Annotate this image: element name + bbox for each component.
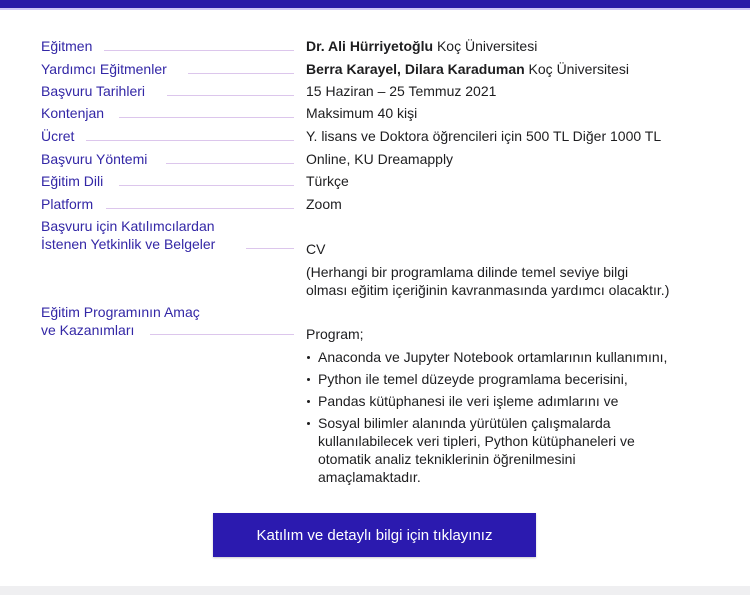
requirements-label-line2: İstenen Yetkinlik ve Belgeler xyxy=(41,236,216,252)
program-value xyxy=(306,325,667,490)
row-value xyxy=(306,37,537,55)
bullet-line: kullanılabilecek veri tipleri, Python kütüphaneleri ve xyxy=(318,433,635,449)
row-label: Yardımcı Eğitmenler xyxy=(41,61,167,77)
program-bullet: Anaconda ve Jupyter Notebook ortamlarının kullanımını, xyxy=(306,348,667,366)
leader-line xyxy=(106,208,294,209)
row-value: Türkçe xyxy=(306,173,349,189)
program-bullet-last xyxy=(306,414,667,486)
leader-line xyxy=(104,50,294,51)
row-label: Kontenjan xyxy=(41,105,105,121)
value-text: Koç Üniversitesi xyxy=(433,38,538,54)
leader-line xyxy=(119,185,294,186)
row-value: Online, KU Dreamapply xyxy=(306,151,454,167)
leader-line xyxy=(86,140,294,141)
requirements-value xyxy=(306,240,669,299)
program-bullet-list xyxy=(306,348,667,486)
leader-line xyxy=(150,334,294,335)
leader-line xyxy=(246,248,294,249)
program-intro: Program; xyxy=(306,326,364,342)
program-label-line2: ve Kazanımları xyxy=(41,322,135,338)
row-value: Zoom xyxy=(306,196,342,212)
bullet-line: amaçlamaktadır. xyxy=(318,469,421,485)
top-accent-bar xyxy=(0,0,750,10)
leader-line xyxy=(167,95,294,96)
bullet-line: Sosyal bilimler alanında yürütülen çalışmalarda xyxy=(318,415,611,431)
participation-info-button[interactable]: Katılım ve detaylı bilgi için tıklayınız xyxy=(213,513,536,557)
row-label: Başvuru Tarihleri xyxy=(41,83,146,99)
requirements-note-line1: (Herhangi bir programlama dilinde temel seviye bilgi xyxy=(306,264,629,280)
row-label: Ücret xyxy=(41,128,75,144)
leader-line xyxy=(119,117,294,118)
row-label: Eğitim Dili xyxy=(41,173,104,189)
bottom-band xyxy=(0,586,750,595)
row-value xyxy=(306,60,629,78)
row-label: Eğitmen xyxy=(41,38,93,54)
requirements-note-line2: olması eğitim içeriğinin kavranmasında yardımcı olacaktır.) xyxy=(306,282,670,298)
requirements-cv: CV xyxy=(306,241,326,257)
program-label-line1: Eğitim Programının Amaç xyxy=(41,304,200,320)
row-label: Platform xyxy=(41,196,94,212)
leader-line xyxy=(166,163,294,164)
row-value: 15 Haziran – 25 Temmuz 2021 xyxy=(306,83,497,99)
bullet-line: otomatik analiz tekniklerinin öğrenilmesini xyxy=(318,451,576,467)
program-bullet: Pandas kütüphanesi ile veri işleme adımlarını ve xyxy=(306,392,667,410)
value-bold: Dr. Ali Hürriyetoğlu xyxy=(306,38,434,54)
row-value: Maksimum 40 kişi xyxy=(306,105,418,121)
value-text: Koç Üniversitesi xyxy=(524,61,629,77)
row-value: Y. lisans ve Doktora öğrencileri için 500 TL Diğer 1000 TL xyxy=(306,128,662,144)
row-label: Başvuru Yöntemi xyxy=(41,151,148,167)
program-bullet: Python ile temel düzeyde programlama becerisini, xyxy=(306,370,667,388)
leader-line xyxy=(188,73,294,74)
value-bold: Berra Karayel, Dilara Karaduman xyxy=(306,61,525,77)
requirements-label-line1: Başvuru için Katılımcılardan xyxy=(41,218,215,234)
